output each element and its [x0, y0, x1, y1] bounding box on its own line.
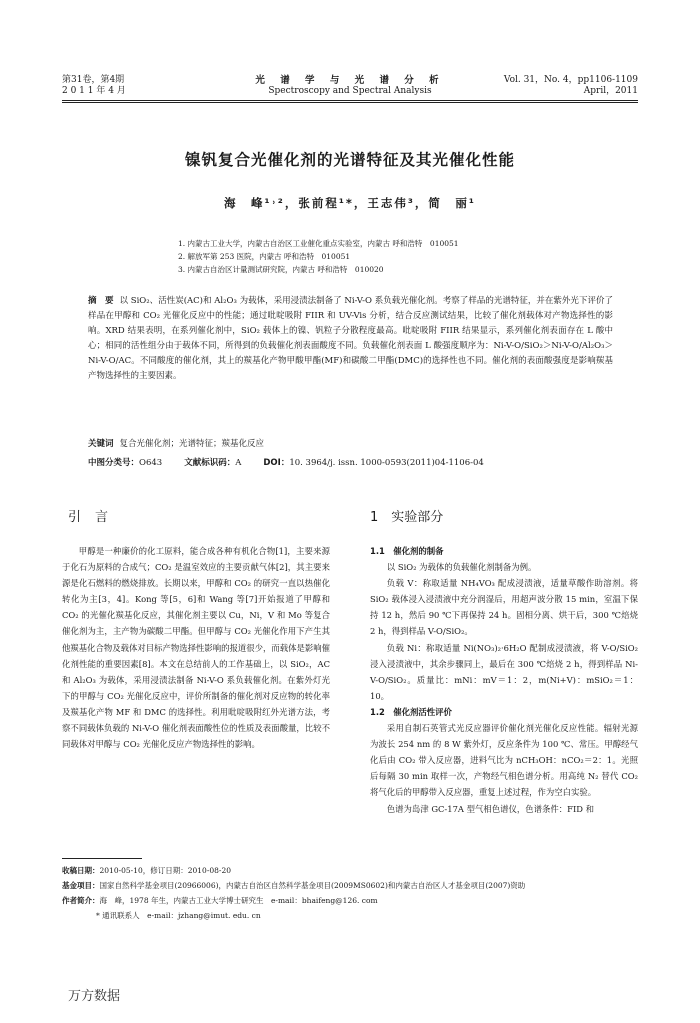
journal-name-cn: 光 谱 学 与 光 谱 分 析 — [255, 75, 445, 86]
subsection-1-1-para-3: 负载 Ni：称取适量 Ni(NO₃)₂·6H₂O 配制成浸渍液，将 V-O/SiO₂ 浸入浸渍液中，其余步骤同上，最后在 300 ℃焙烧 2 h，得到样品 Ni-V-O/SiO₂。质量比：mNi：mV＝1：2，m(Ni+V)：mSiO₂＝1：10。 — [370, 642, 638, 701]
subsection-1-2-para-2: 色谱为岛津 GC-17A 型气相色谱仪，色谱条件：FID 和 — [386, 803, 594, 814]
fund-label: 基金项目： — [62, 881, 100, 890]
subsection-1-1-title: 1.1 催化剂的制备 — [370, 546, 444, 556]
footnote-rule — [62, 858, 142, 859]
author-list: 海 峰¹˒²，张前程¹*，王志伟³，简 丽¹ — [224, 196, 476, 210]
affiliation-2: 2. 解放军第 253 医院，内蒙古 呼和浩特 010051 — [178, 252, 351, 261]
received-label: 收稿日期： — [62, 866, 100, 875]
experiment-column — [370, 543, 638, 817]
subsection-1-2-para-1: 采用自制石英管式光反应器评价催化剂光催化反应性能。辐射光源为波长 254 nm 的 8 W 紫外灯，反应条件为 100 ℃、常压。甲醇经气化后由 CO₂ 带入反应器，进料气比为 nCH₃OH：nCO₂＝2：1。光照后每隔 30 min 取样一次，产物经气相色谱分析。用高纯 N₂ 替代 CO₂ 将气化后的甲醇带入反应器，重复上述过程，作为空白实验。 — [370, 723, 638, 798]
footnote-author — [62, 894, 638, 907]
footnote-received — [62, 864, 638, 877]
abstract — [88, 294, 613, 384]
intro-paragraph: 甲醇是一种廉价的化工原料，能合成各种有机化合物[1]，主要来源于化石为原料的合成气；CO₂ 是温室效应的主要贡献气体[2]，其主要来源是化石燃料的燃烧排放。长期以来，甲醇和 CO₂ 的研究一直以热催化转化为主[3，4]。Kong 等[5，6]和 Wang 等[7]开始报道了甲醇和 CO₂ 的光催化羰基化反应，其催化剂主要以 Cu，Ni，V 和 Mo 等复合催化剂为主，主产物为碳酸二甲酯。但甲醇与 CO₂ 光催化作用下产生其他羰基化合物及载体对目标产物选择性影响的报道很少，而载体是影响催化剂性能的重要因素[8]。本文在总结前人的工作基础上，以 SiO₂，AC 和 Al₂O₃ 为载体，采用浸渍法制备 Ni-V-O 系负载催化剂。在紫外灯光下的甲醇与 CO₂ 光催化反应中，评价所制备的催化剂对反应物的转化率及羰基化产物 MF 和 DMC 的选择性。利用吡啶吸附红外光谱方法，考察不同载体负载的 Ni-V-O 催化剂表面酸性位的性质及表面酸量，比较不同载体对甲醇与 CO₂ 光催化反应产物选择性的影响。 — [62, 546, 330, 750]
keywords — [88, 437, 613, 451]
running-header-right — [504, 75, 638, 97]
journal-date-en: April，2011 — [583, 86, 638, 96]
affiliation-1: 1. 内蒙古工业大学，内蒙古自治区工业催化重点实验室，内蒙古 呼和浩特 010051 — [178, 239, 459, 248]
footnote-contact: * 通讯联系人 e-mail：jzhang@imut. edu. cn — [96, 911, 261, 920]
journal-volume-en: Vol. 31，No. 4，pp1106-1109 — [503, 75, 638, 85]
keywords-label: 关键词 — [88, 439, 114, 449]
doi-value[interactable]: 10. 3964/j. issn. 1000-0593(2011)04-1106-04 — [289, 458, 484, 468]
journal-name-en: Spectroscopy and Spectral Analysis — [268, 86, 432, 96]
keywords-text: 复合光催化剂；光谱特征；羰基化反应 — [119, 439, 265, 449]
author-bio-label: 作者简介： — [62, 896, 100, 905]
footnote-fund — [62, 879, 638, 892]
clc-code: O643 — [139, 458, 163, 468]
affiliation-3: 3. 内蒙古自治区计量测试研究院，内蒙古 呼和浩特 010020 — [178, 265, 384, 274]
abstract-text: 以 SiO₂、活性炭(AC)和 Al₂O₃ 为载体，采用浸渍法制备了 Ni-V-O 系负载光催化剂。考察了样品的光谱特征，并在紫外光下评价了样品在甲醇和 CO₂ 光催化反应中的性能；通过吡啶吸附 FIIR 和 UV-Vis 分析，结合反应测试结果，比较了催化剂载体对产物选择性的影响。XRD 结果表明，在系列催化剂中，SiO₂ 载体上的镍、钒粒子分散程度最高。吡啶吸附 FIIR 结果显示，系列催化剂表面存在 L 酸中心；相同的活性组分由于载体不同，所得到的负载催化剂表面酸度不同。负载催化剂表面 L 酸强度顺序为：Ni-V-O/SiO₂＞Ni-V-O/Al₂O₃＞Ni-V-O/AC。不同酸度的催化剂，其上的羰基化产物甲酸甲酯(MF)和碳酸二甲酯(DMC)的选择性也不同。催化剂的表面酸强度是影响羰基产物选择性的主要因素。 — [88, 296, 613, 381]
author-bio: 海 峰，1978 年生，内蒙古工业大学博士研究生 e-mail：bhaifeng@126. com — [99, 896, 378, 905]
journal-volume: 第31卷，第4期 — [62, 75, 125, 85]
intro-column — [62, 543, 330, 752]
fund-text: 国家自然科学基金项目(20966006)，内蒙古自治区自然科学基金项目(2009MS0602)和内蒙古自治区人才基金项目(2007)资助 — [99, 881, 526, 890]
header-rule-double — [62, 102, 638, 103]
doi-label: DOI： — [263, 458, 290, 468]
subsection-1-2-title: 1.2 催化剂活性评价 — [370, 706, 452, 717]
doc-code: A — [235, 458, 242, 468]
running-header-center — [200, 75, 500, 97]
received-dates: 2010-05-10，修订日期：2010-08-20 — [99, 866, 231, 875]
running-header-left — [62, 75, 126, 97]
header-rule — [62, 100, 638, 101]
journal-date: 2 0 1 1 年 4 月 — [62, 86, 126, 96]
watermark: 万方数据 — [68, 989, 121, 1004]
abstract-label: 摘 要 — [88, 296, 114, 306]
clc-label: 中图分类号： — [88, 458, 140, 468]
classification-line — [88, 456, 613, 470]
paper-title: 镍钒复合光催化剂的光谱特征及其光催化性能 — [184, 151, 515, 169]
subsection-1-1-para-2: 负载 V：称取适量 NH₄VO₃ 配成浸渍液，适量草酸作助溶剂。将 SiO₂ 载体浸入浸渍液中充分润湿后，用超声波分散 15 min，室温下保持 12 h，然后 90 ℃下再保持 24 h。固相分离、烘干后，300 ℃焙烧 2 h，得到样品 V-O/SiO₂。 — [370, 578, 638, 637]
subsection-1-1-para-1: 以 SiO₂ 为载体的负载催化剂制备为例。 — [386, 562, 537, 573]
doc-code-label: 文献标识码： — [184, 458, 236, 468]
intro-heading: 引言 — [68, 510, 123, 525]
experiment-heading: 1 实验部分 — [370, 510, 444, 525]
